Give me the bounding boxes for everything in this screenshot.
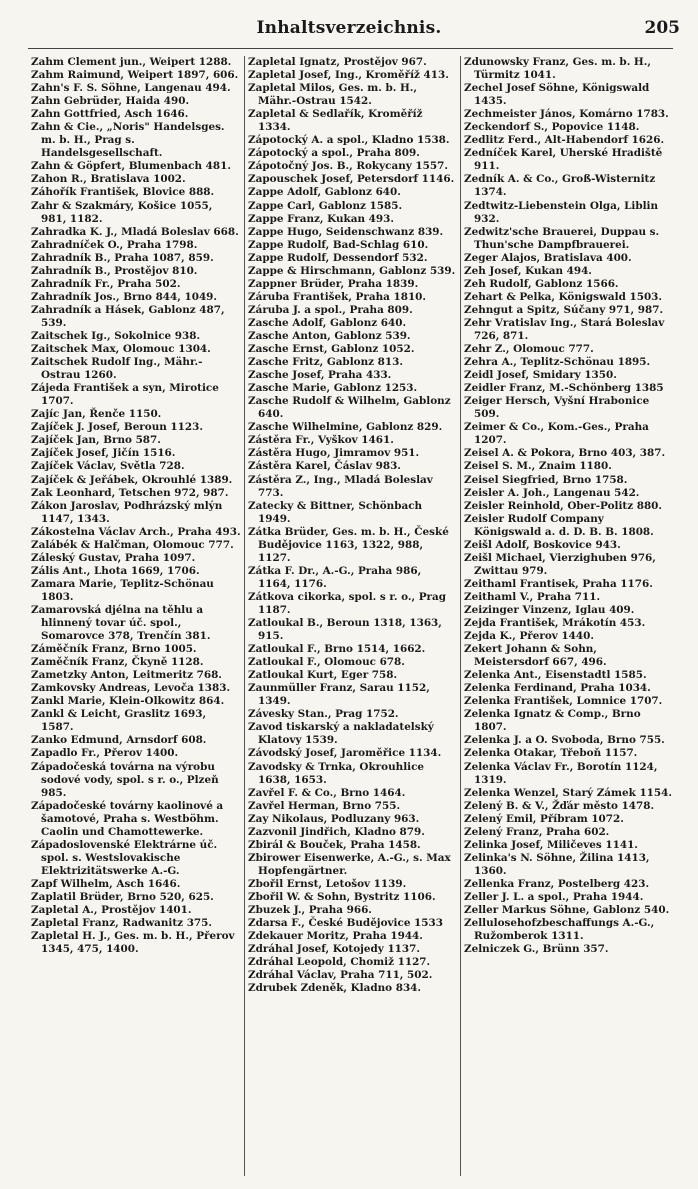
index-entry: Zápotočný Jos. B., Rokycany 1557.	[248, 160, 448, 173]
index-entry: Zedtwitz-Liebenstein Olga, Liblin 932.	[464, 199, 659, 225]
index-entry: Zeh Rudolf, Gablonz 1566.	[464, 277, 619, 290]
index-entry: Zeizinger Vinzenz, Iglau 409.	[464, 603, 635, 616]
index-entry: Zaitschek Rudolf Ing., Mähr.-Ostrau 1260.	[31, 356, 203, 382]
index-entry: Zdrubek Zdeněk, Kladno 834.	[248, 982, 422, 995]
index-entry: Zametzky Anton, Leitmeritz 768.	[31, 669, 222, 682]
index-entry: Zahn & Cie., „Noris" Handelsges. m. b. H., Prag s. Handelsgesellschaft.	[31, 121, 225, 160]
index-entry: Zankl & Leicht, Graslitz 1693, 1587.	[31, 708, 207, 734]
index-entry: Zeidler Franz, M.-Schönberg 1385	[464, 382, 664, 395]
index-entry: Zátka Brüder, Ges. m. b. H., České Budějovice 1163, 1322, 988, 1127.	[248, 525, 449, 564]
index-entry: Zahm Clement jun., Weipert 1288.	[31, 56, 232, 68]
index-entry: Zaunmüller Franz, Sarau 1152, 1349.	[248, 682, 430, 708]
index-entry: Zelenka Otakar, Třeboň 1157.	[464, 747, 638, 760]
index-entry: Zatloukal B., Beroun 1318, 1363, 915.	[248, 617, 442, 643]
index-entry: Zechel Josef Söhne, Königswald 1435.	[464, 82, 650, 108]
index-entry: Zatloukal Kurt, Eger 758.	[248, 669, 398, 682]
index-entry: Zavodsky & Trnka, Okrouhlice 1638, 1653.	[248, 760, 425, 786]
index-entry: Zeisler Reinhold, Ober-Politz 880.	[464, 499, 663, 512]
index-entry: Zappe & Hirschmann, Gablonz 539.	[248, 264, 456, 277]
index-entry: Zápotocký A. a spol., Kladno 1538.	[248, 134, 450, 147]
index-entry: Západoslovenské Elektrárne úč. spol. s. Westslovakische Elektrizitätswerke A.-G.	[31, 838, 218, 877]
index-entry: Zehr Z., Olomouc 777.	[464, 343, 594, 356]
index-column-3	[460, 56, 676, 1176]
index-entry: Zaitschek Max, Olomouc 1304.	[31, 343, 211, 356]
index-entry: Zankl Marie, Klein-Olkowitz 864.	[31, 695, 225, 708]
index-entry: Zelenka Wenzel, Starý Zámek 1154.	[464, 786, 672, 799]
index-entry: Zeidl Josef, Smidary 1350.	[464, 369, 617, 382]
index-entry: Zelený Franz, Praha 602.	[464, 825, 610, 838]
index-entry: Závodský Josef, Jaroměřice 1134.	[248, 747, 442, 760]
index-entry: Záruba J. a spol., Praha 809.	[248, 303, 413, 316]
index-entry: Zápotocký a spol., Praha 809.	[248, 147, 420, 160]
index-entry: Zeh Josef, Kukan 494.	[464, 264, 592, 277]
index-entry: Zellulosehofzbeschaffungs A.-G., Ružomberok 1311.	[464, 917, 655, 943]
index-entry: Zapletal & Sedlařík, Kroměříž 1334.	[248, 108, 423, 134]
index-entry: Zellenka Franz, Postelberg 423.	[464, 877, 650, 890]
index-entry: Zeimer & Co., Kom.-Ges., Praha 1207.	[464, 421, 649, 447]
index-entry: Zaitschek Ig., Sokolnice 938.	[31, 329, 201, 342]
index-entry: Zeiger Hersch, Vyšní Hrabonice 509.	[464, 395, 650, 421]
index-entry: Zahradka K. J., Mladá Boleslav 668.	[31, 225, 239, 238]
index-entry: Zapouschek Josef, Petersdorf 1146.	[248, 173, 455, 186]
index-entry: Zelenka Václav Fr., Borotín 1124, 1319.	[464, 760, 658, 786]
index-entry: Zamara Marie, Teplitz-Schönau 1803.	[31, 577, 214, 603]
index-entry: Zasche Anton, Gablonz 539.	[248, 329, 411, 342]
index-entry: Zejda František, Mrákotín 453.	[464, 617, 646, 630]
index-entry: Zeithaml Frantisek, Praha 1176.	[464, 577, 653, 590]
index-entry: Zappe Hugo, Seidenschwanz 839.	[248, 225, 444, 238]
index-entry: Zeithaml V., Praha 711.	[464, 590, 601, 603]
index-entry: Zelený Emil, Příbram 1072.	[464, 812, 624, 825]
index-entry: Zelniczek G., Brünn 357.	[464, 943, 609, 956]
index-entry: Zavřel F. & Co., Brno 1464.	[248, 786, 406, 799]
index-entry: Zavřel Herman, Brno 755.	[248, 799, 401, 812]
index-entry: Zeisel S. M., Znaim 1180.	[464, 460, 612, 473]
index-entry: Zahn Gottfried, Asch 1646.	[31, 108, 189, 121]
index-entry: Zeisler Rudolf Company Königswald a. d. D. B. B. 1808.	[464, 512, 654, 538]
index-entry: Zális Ant., Lhota 1669, 1706.	[31, 564, 200, 577]
index-entry: Zeller J. L. a spol., Praha 1944.	[464, 891, 644, 903]
index-entry: Zahm Raimund, Weipert 1897, 606.	[31, 69, 239, 82]
index-entry: Zbořil W. & Sohn, Bystritz 1106.	[248, 891, 436, 903]
index-entry: Zedlitz Ferd., Alt-Habendorf 1626.	[464, 134, 665, 147]
index-entry: Zátkova cikorka, spol. s r. o., Prag 1187.	[248, 590, 447, 616]
index-entry: Západočeské továrny kaolinové a šamotové, Praha s. Westböhm. Caolin und Chamottewerke.	[31, 799, 224, 838]
index-entry: Zákostelna Václav Arch., Praha 493.	[31, 525, 241, 538]
index-entry: Zanko Edmund, Arnsdorf 608.	[31, 734, 207, 747]
index-entry: Zeckendorf S., Popovice 1148.	[464, 121, 640, 134]
index-entry: Zehra A., Teplitz-Schönau 1895.	[464, 356, 651, 369]
index-entry: Zehr Vratislav Ing., Stará Boleslav 726, 871.	[464, 316, 665, 342]
index-entry: Zdunowsky Franz, Ges. m. b. H., Türmitz 1041.	[464, 56, 651, 82]
index-entry: Zekert Johann & Sohn, Meistersdorf 667, 496.	[464, 643, 607, 669]
index-entry: Zapf Wilhelm, Asch 1646.	[31, 877, 181, 890]
index-entry: Zappner Brüder, Praha 1839.	[248, 277, 419, 290]
index-entry: Zasche Ernst, Gablonz 1052.	[248, 343, 415, 356]
index-entry: Zástěra Z., Ing., Mladá Boleslav 773.	[248, 473, 433, 499]
index-entry: Zástěra Fr., Vyškov 1461.	[248, 434, 394, 447]
index-entry: Zbuzek J., Praha 966.	[248, 904, 372, 917]
index-entry: Zamkovsky Andreas, Levoča 1383.	[31, 682, 231, 695]
index-entry: Zdráhal Josef, Kotojedy 1137.	[248, 943, 420, 956]
index-entry: Zapletal A., Prostějov 1401.	[31, 904, 192, 917]
index-entry: Zajíc Jan, Řenče 1150.	[31, 408, 162, 421]
index-entry: Zedník A. & Co., Groß-Wisternitz 1374.	[464, 173, 656, 199]
header-rule	[28, 48, 673, 49]
index-entry: Záleský Gustav, Praha 1097.	[31, 551, 196, 564]
index-entry: Záruba František, Praha 1810.	[248, 290, 427, 303]
index-entry: Zájeda František a syn, Mirotice 1707.	[31, 382, 219, 408]
index-entry: Záměčník Franz, Brno 1005.	[31, 643, 197, 656]
index-entry: Zajíček Josef, Jičín 1516.	[31, 447, 176, 460]
index-entry: Zapletal H. J., Ges. m. b. H., Přerov 1345, 475, 1400.	[31, 930, 235, 956]
index-entry: Zalábék & Halčman, Olomouc 777.	[31, 538, 234, 551]
index-entry: Zaplatil Brüder, Brno 520, 625.	[31, 891, 214, 903]
page-header	[0, 12, 698, 42]
index-entry: Zelený B. & V., Žďár město 1478.	[464, 799, 655, 812]
index-entry: Zdekauer Moritz, Praha 1944.	[248, 930, 423, 943]
index-entry: Zahn's F. S. Söhne, Langenau 494.	[31, 82, 231, 95]
index-entry: Západočeská továrna na výrobu sodové vody, spol. s r. o., Plzeň 985.	[31, 760, 219, 799]
index-entry: Zelenka František, Lomnice 1707.	[464, 695, 663, 708]
index-entry: Zahradník B., Praha 1087, 859.	[31, 251, 214, 264]
index-entry: Zdráhal Václav, Praha 711, 502.	[248, 969, 433, 982]
index-entry: Zákon Jaroslav, Podhrázský mlýn 1147, 1343.	[31, 499, 223, 525]
index-entry: Zajíček Jan, Brno 587.	[31, 434, 161, 447]
index-entry: Zasche Marie, Gablonz 1253.	[248, 382, 418, 395]
index-entry: Zeišl Michael, Vierzighuben 976, Zwittau 979.	[464, 551, 656, 577]
index-entry: Zehart & Pelka, Königswald 1503.	[464, 290, 663, 303]
index-entry: Zelinka Josef, Miličeves 1141.	[464, 838, 638, 851]
index-entry: Zahradník Jos., Brno 844, 1049.	[31, 290, 218, 303]
index-entry: Zak Leonhard, Tetschen 972, 987.	[31, 486, 229, 499]
index-entry: Zdráhal Leopold, Chomiž 1127.	[248, 956, 431, 969]
index-entry: Zapadlo Fr., Přerov 1400.	[31, 747, 179, 760]
index-entry: Zasche Adolf, Gablonz 640.	[248, 316, 407, 329]
index-entry: Zamarovská djélna na těhlu a hlinnený tovar úč. spol., Somarovce 378, Trenčín 381.	[31, 603, 211, 643]
index-entry: Zástěra Karel, Čáslav 983.	[248, 460, 401, 473]
index-entry: Zasche Josef, Praha 433.	[248, 369, 392, 382]
index-entry: Zahradník B., Prostějov 810.	[31, 264, 198, 277]
index-entry: Zechmeister János, Komárno 1783.	[464, 108, 669, 121]
index-entry: Zatecky & Bittner, Schönbach 1949.	[248, 499, 423, 525]
index-entry: Zahn & Göpfert, Blumenbach 481.	[31, 160, 231, 173]
index-columns	[28, 56, 676, 1176]
index-entry: Zajíček Václav, Světla 728.	[31, 460, 185, 473]
index-entry: Zahon R., Bratislava 1002.	[31, 173, 186, 186]
index-entry: Zelenka Ant., Eisenstadtl 1585.	[464, 669, 647, 682]
page-number: 205	[644, 18, 680, 38]
index-column-2	[244, 56, 460, 1176]
index-entry: Zeisler A. Joh., Langenau 542.	[464, 486, 640, 499]
index-entry: Zapletal Milos, Ges. m. b. H., Mähr.-Ostrau 1542.	[248, 82, 418, 108]
index-entry: Zappe Rudolf, Bad-Schlag 610.	[248, 238, 429, 251]
index-entry: Zástěra Hugo, Jimramov 951.	[248, 447, 420, 460]
index-entry: Zaměčník Franz, Čkyně 1128.	[31, 656, 204, 669]
index-entry: Záhořík František, Blovice 888.	[31, 186, 215, 199]
index-entry: Zahr & Szakmáry, Košice 1055, 981, 1182.	[31, 199, 213, 225]
index-entry: Zatloukal F., Brno 1514, 1662.	[248, 643, 426, 656]
index-entry: Zappe Franz, Kukan 493.	[248, 212, 394, 225]
index-entry: Zatloukal F., Olomouc 678.	[248, 656, 405, 669]
index-entry: Zappe Carl, Gablonz 1585.	[248, 199, 403, 212]
index-entry: Zahradníček O., Praha 1798.	[31, 238, 198, 251]
index-entry: Zappe Rudolf, Dessendorf 532.	[248, 251, 428, 264]
index-entry: Zeller Markus Söhne, Gablonz 540.	[464, 904, 670, 917]
index-entry: Zapletal Franz, Radwanitz 375.	[31, 917, 213, 930]
index-entry: Zdarsa F., České Budějovice 1533	[248, 917, 443, 930]
index-entry: Zapletal Josef, Ing., Kroměříž 413.	[248, 69, 449, 82]
index-entry: Zappe Adolf, Gablonz 640.	[248, 186, 401, 199]
index-entry: Zeisel Siegfried, Brno 1758.	[464, 473, 628, 486]
index-entry: Zasche Rudolf & Wilhelm, Gablonz 640.	[248, 395, 451, 421]
index-entry: Zátka F. Dr., A.-G., Praha 986, 1164, 1176.	[248, 564, 422, 590]
index-entry: Zajíček J. Josef, Beroun 1123.	[31, 421, 203, 434]
index-entry: Zajíček & Jeřábek, Okrouhlé 1389.	[31, 473, 233, 486]
index-entry: Zelinka's N. Söhne, Žilina 1413, 1360.	[464, 851, 650, 877]
index-entry: Zedwitz'sche Brauerei, Duppau s. Thun'sche Dampfbrauerei.	[464, 225, 660, 251]
index-entry: Zedníček Karel, Uherské Hradiště 911.	[464, 147, 663, 173]
index-entry: Zelenka Ferdinand, Praha 1034.	[464, 682, 651, 695]
page-title: Inhaltsverzeichnis.	[256, 18, 442, 38]
index-entry: Zelenka J. a O. Svoboda, Brno 755.	[464, 734, 665, 747]
index-entry: Zbirower Eisenwerke, A.-G., s. Max Hopfengärtner.	[248, 851, 451, 877]
index-entry: Zelenka Ignatz & Comp., Brno 1807.	[464, 708, 641, 734]
index-entry: Zasche Fritz, Gablonz 813.	[248, 356, 403, 369]
index-entry: Zazvonil Jindřich, Kladno 879.	[248, 825, 425, 838]
index-entry: Zapletal Ignatz, Prostějov 967.	[248, 56, 427, 68]
index-entry: Zehngut a Spitz, Súčany 971, 987.	[464, 303, 664, 316]
index-entry: Zbirál & Bouček, Praha 1458.	[248, 838, 421, 851]
index-entry: Zejda K., Přerov 1440.	[464, 630, 594, 643]
index-entry: Zasche Wilhelmine, Gablonz 829.	[248, 421, 443, 434]
index-entry: Zahradník a Hásek, Gablonz 487, 539.	[31, 303, 225, 329]
index-entry: Zavod tiskarský a nakladatelský Klatovy 1539.	[248, 721, 434, 747]
index-entry: Zeger Alajos, Bratislava 400.	[464, 251, 632, 264]
index-entry: Zahn Gebrüder, Haida 490.	[31, 95, 190, 108]
index-entry: Zahradník Fr., Praha 502.	[31, 277, 181, 290]
index-entry: Zbořil Ernst, Letošov 1139.	[248, 877, 407, 890]
index-entry: Zeišl Adolf, Boskovice 943.	[464, 538, 621, 551]
index-column-1	[28, 56, 244, 1176]
index-entry: Závesky Stan., Prag 1752.	[248, 708, 399, 721]
index-entry: Zeisel A. & Pokora, Brno 403, 387.	[464, 447, 666, 460]
index-entry: Zay Nikolaus, Podluzany 963.	[248, 812, 420, 825]
